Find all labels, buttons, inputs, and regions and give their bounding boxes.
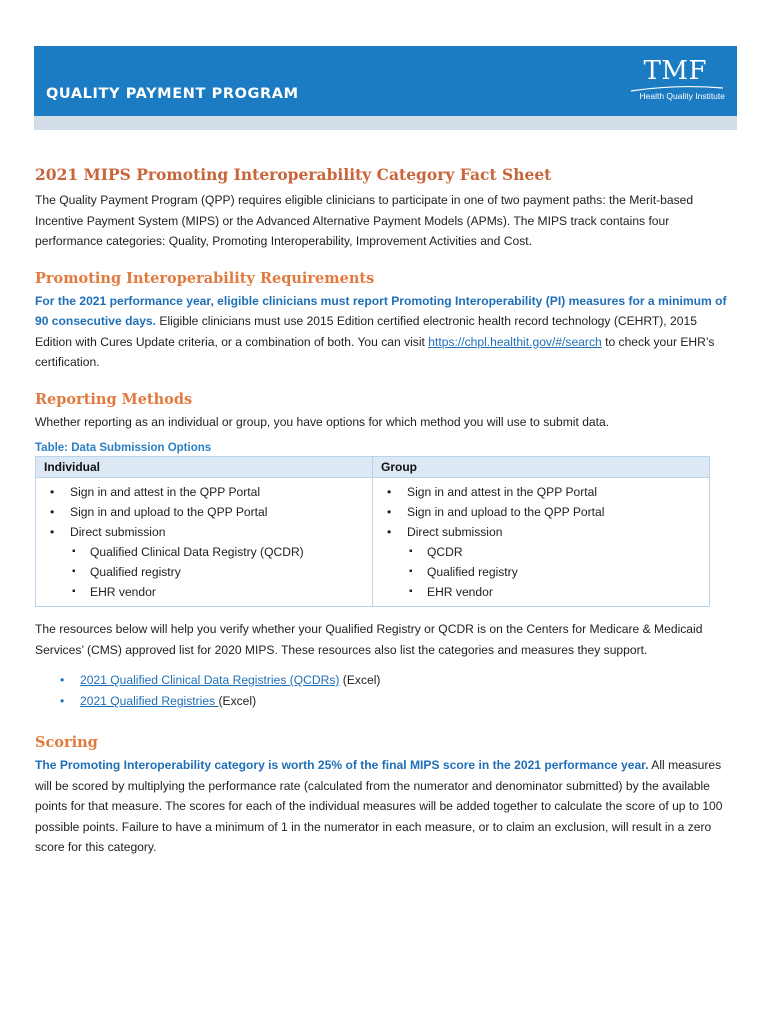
scoring-text: All measures will be scored by multiplying the performance rate (calculated from the numerator and denominator submitted) by the available points for that measure. The scores for each of the individual measures will be added together to calculate the score of up to 100 possible points. Failure to have a minimum of 1 in the numerator in each measure, or to claim an exclusion, will result in a zero score for this category. [35, 758, 723, 854]
column-individual: Individual [36, 457, 373, 478]
resources-paragraph: The resources below will help you verify whether your Qualified Registry or QCDR is on the Centers for Medicare & Medicaid Services’ (CMS) approved list for 2020 MIPS. These resources also list the categories and measures they support. [35, 622, 703, 657]
header-banner [34, 46, 737, 116]
scoring-heading: Scoring [35, 734, 98, 751]
table-row [36, 478, 710, 607]
list-item: • Sign in and upload to the QPP Portal [44, 502, 364, 522]
list-item: • Direct submission ▪ QCDR ▪ Qualified registry ▪ EHR vendor [381, 522, 701, 602]
scoring-paragraph [35, 755, 735, 858]
list-item: • Direct submission ▪ Qualified Clinical Data Registry (QCDR) ▪ Qualified registry ▪ EHR vendor [44, 522, 364, 602]
document-title: 2021 MIPS Promoting Interoperability Category Fact Sheet [35, 165, 552, 184]
sub-list-item: ▪ EHR vendor [407, 582, 701, 602]
sub-list-item: ▪ Qualified registry [70, 562, 364, 582]
requirements-text: Eligible clinicians must use 2015 Edition certified electronic health record technology (CEHRT), 2015 Edition with Cures Update criteria, or a combination of both. You can visit [35, 314, 697, 349]
sub-list-item: ▪ EHR vendor [70, 582, 364, 602]
qualified-registries-link[interactable]: 2021 Qualified Registries [80, 694, 219, 708]
sub-list-item: ▪ Qualified Clinical Data Registry (QCDR) [70, 542, 364, 562]
qcdr-link[interactable]: 2021 Qualified Clinical Data Registries (QCDRs) [80, 673, 340, 687]
logo-mark: TMF [643, 56, 707, 86]
scoring-highlight: The Promoting Interoperability category is worth 25% of the final MIPS score in the 2021 performance year. [35, 758, 649, 772]
list-item: • Sign in and attest in the QPP Portal [381, 482, 701, 502]
intro-paragraph: The Quality Payment Program (QPP) requires eligible clinicians to participate in one of two payment paths: the Merit-based Incentive Payment System (MIPS) or the Advanced Alternative Payment Models (APMs). The MIPS track contains four performance categories: Quality, Promoting Interoperability, Improvement Activities and Cost. [35, 193, 694, 248]
table-caption: Table: Data Submission Options [35, 442, 212, 454]
chpl-link[interactable]: https://chpl.healthit.gov/#/search [428, 334, 602, 349]
sub-list-item: ▪ Qualified registry [407, 562, 701, 582]
individual-cell [36, 478, 373, 607]
fact-sheet-content [35, 165, 735, 858]
reporting-intro: Whether reporting as an individual or group, you have options for which method you will use to submit data. [35, 414, 610, 429]
header-underbar [34, 116, 737, 130]
column-group: Group [373, 457, 710, 478]
list-item: • 2021 Qualified Registries (Excel) [60, 691, 735, 712]
group-cell [373, 478, 710, 607]
data-submission-table [35, 456, 710, 607]
list-item: • 2021 Qualified Clinical Data Registries (QCDRs) (Excel) [60, 670, 735, 691]
resources-list [60, 670, 735, 712]
program-title: QUALITY PAYMENT PROGRAM [46, 86, 299, 102]
list-item: • Sign in and upload to the QPP Portal [381, 502, 701, 522]
list-item: • Sign in and attest in the QPP Portal [44, 482, 364, 502]
requirements-highlight: For the 2021 performance year, eligible clinicians must report Promoting Interoperability (PI) measures for a minimum of 90 consecutive days. [35, 293, 727, 328]
requirements-text-end: to check your EHR’s certification. [35, 334, 715, 369]
requirements-heading: Promoting Interoperability Requirements [35, 269, 375, 287]
reporting-heading: Reporting Methods [35, 390, 193, 408]
sub-list-item: ▪ QCDR [407, 542, 701, 562]
tmf-logo [629, 54, 725, 106]
table-header-row [36, 457, 710, 478]
requirements-paragraph [35, 291, 735, 373]
logo-subtitle: Health Quality Institute [639, 91, 725, 101]
